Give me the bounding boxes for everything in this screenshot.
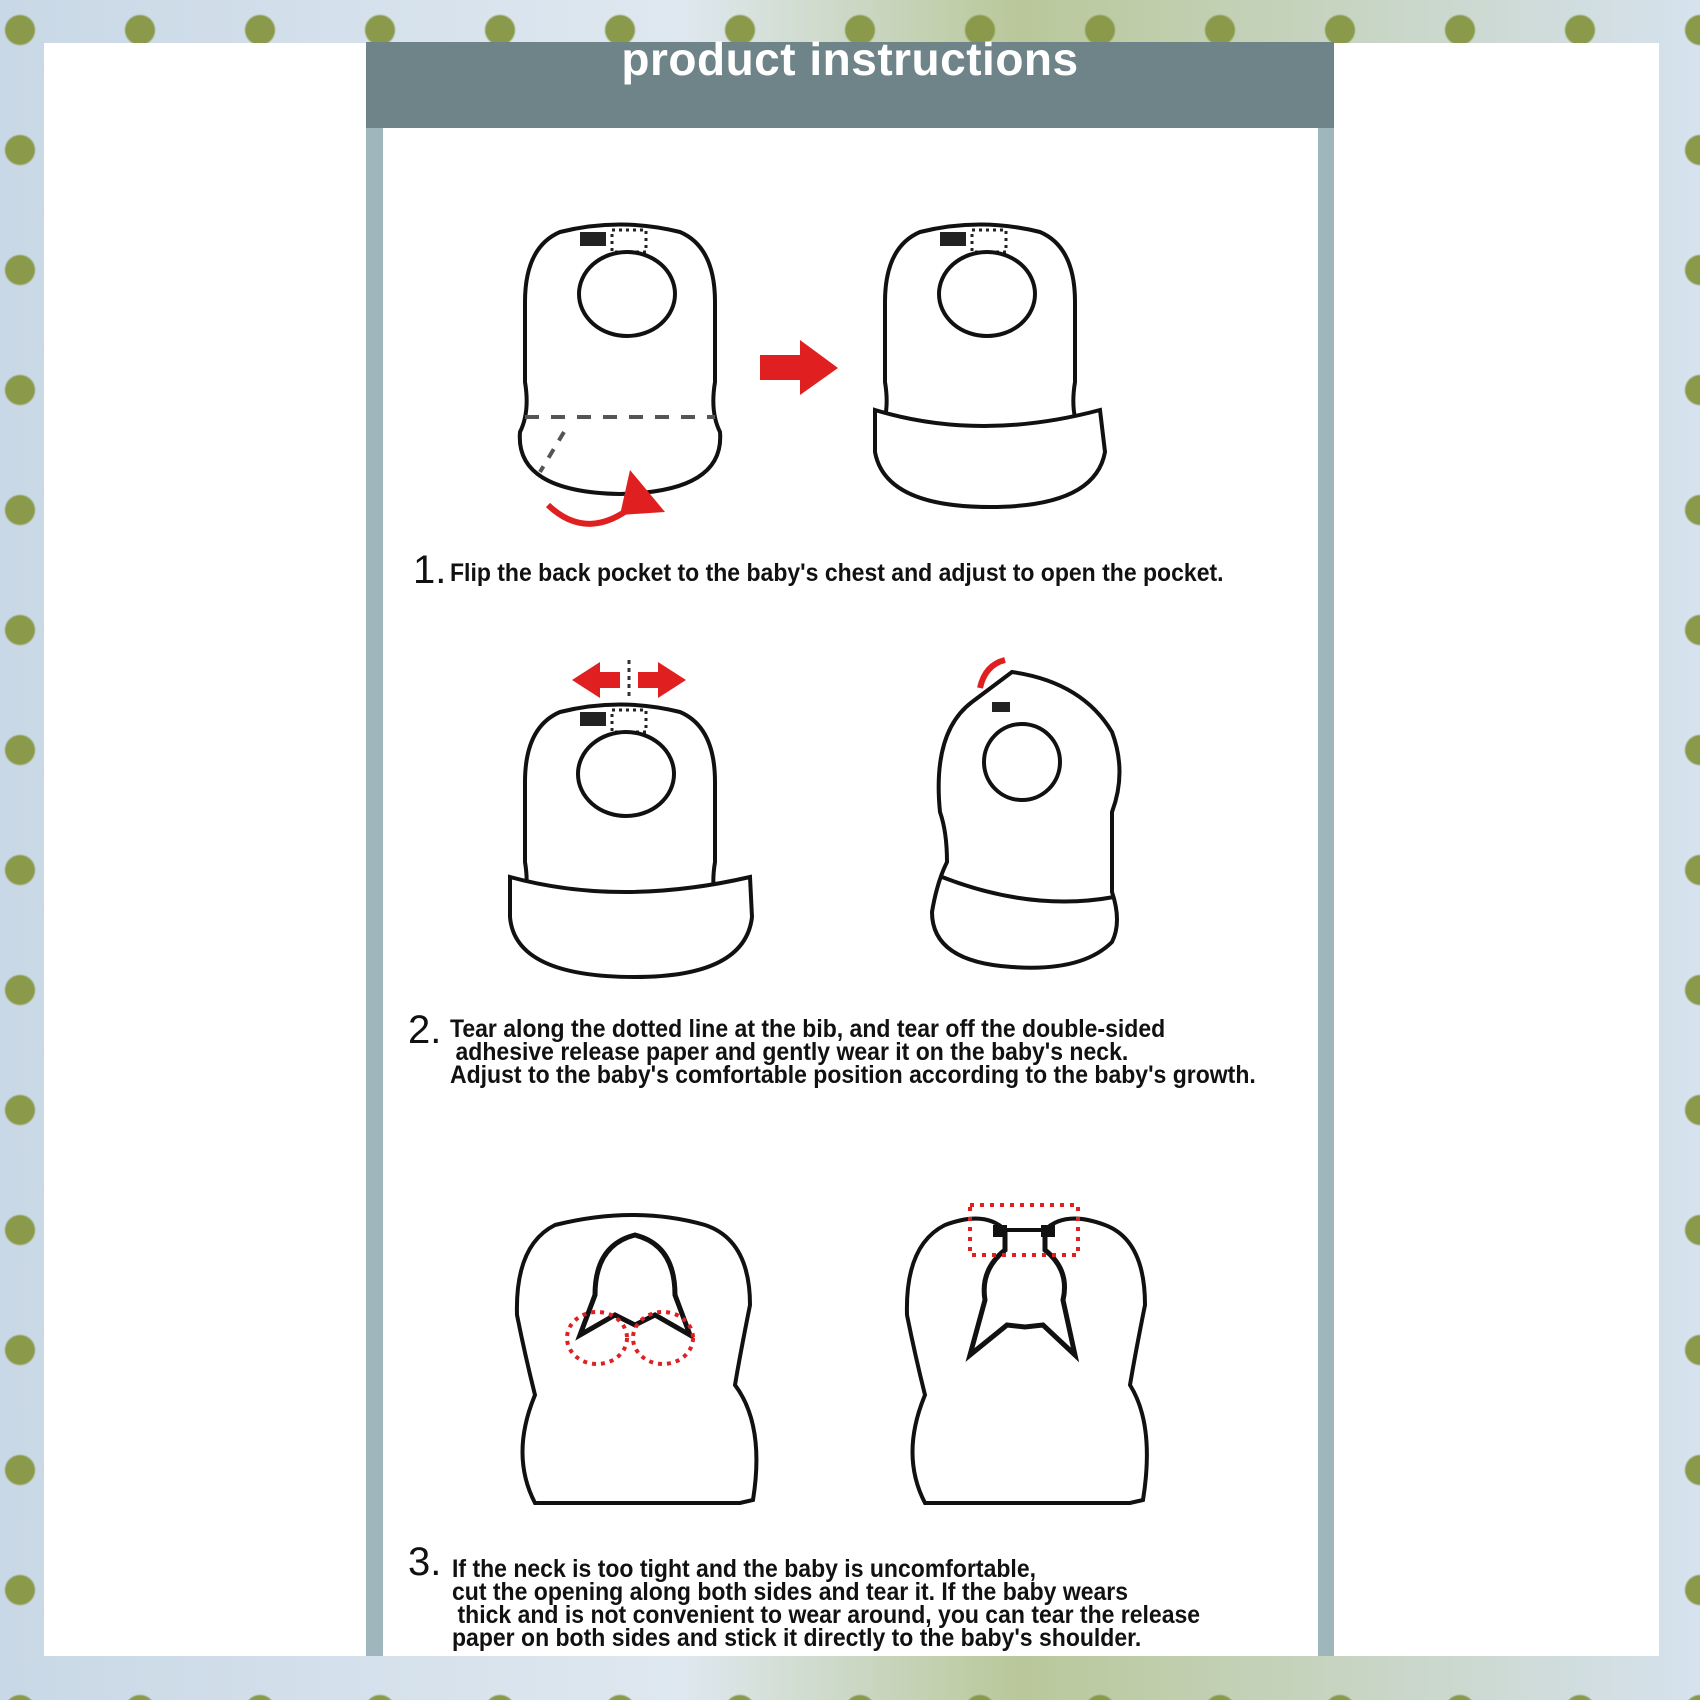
caption-line: Flip the back pocket to the baby's chest and adjust to open the pocket. [450, 559, 1224, 587]
step-2-text [450, 1015, 1256, 1089]
caption-line: cut the opening along both sides and tear it. If the baby wears [452, 1578, 1129, 1606]
caption-line: thick and is not convenient to wear around, you can tear the release [457, 1601, 1201, 1629]
caption-line: Adjust to the baby's comfortable position according to the baby's growth. [450, 1061, 1256, 1089]
right-arrow-icon [638, 662, 686, 698]
bib-step2-left [510, 705, 752, 978]
right-arrow-icon [760, 340, 838, 395]
bib-step2-right [932, 672, 1120, 968]
bib-step1-before [520, 225, 720, 495]
step-1-number: 1. [413, 548, 447, 592]
step-2-number: 2. [408, 1008, 442, 1052]
bib-step3-left [517, 1215, 757, 1503]
page-title: product instructions [621, 33, 1079, 85]
bib-step1-after [875, 225, 1105, 508]
caption-line: paper on both sides and stick it directly to the baby's shoulder. [452, 1624, 1142, 1652]
step-1-text [450, 559, 1224, 587]
step-3-number: 3. [408, 1540, 442, 1584]
bib-step3-right [907, 1205, 1147, 1503]
step-3-text [452, 1555, 1201, 1652]
left-arrow-icon [572, 662, 620, 698]
caption-line: adhesive release paper and gently wear it on the baby's neck. [455, 1038, 1129, 1066]
caption-line: Tear along the dotted line at the bib, and tear off the double-sided [450, 1015, 1166, 1043]
caption-line: If the neck is too tight and the baby is uncomfortable, [452, 1555, 1036, 1583]
